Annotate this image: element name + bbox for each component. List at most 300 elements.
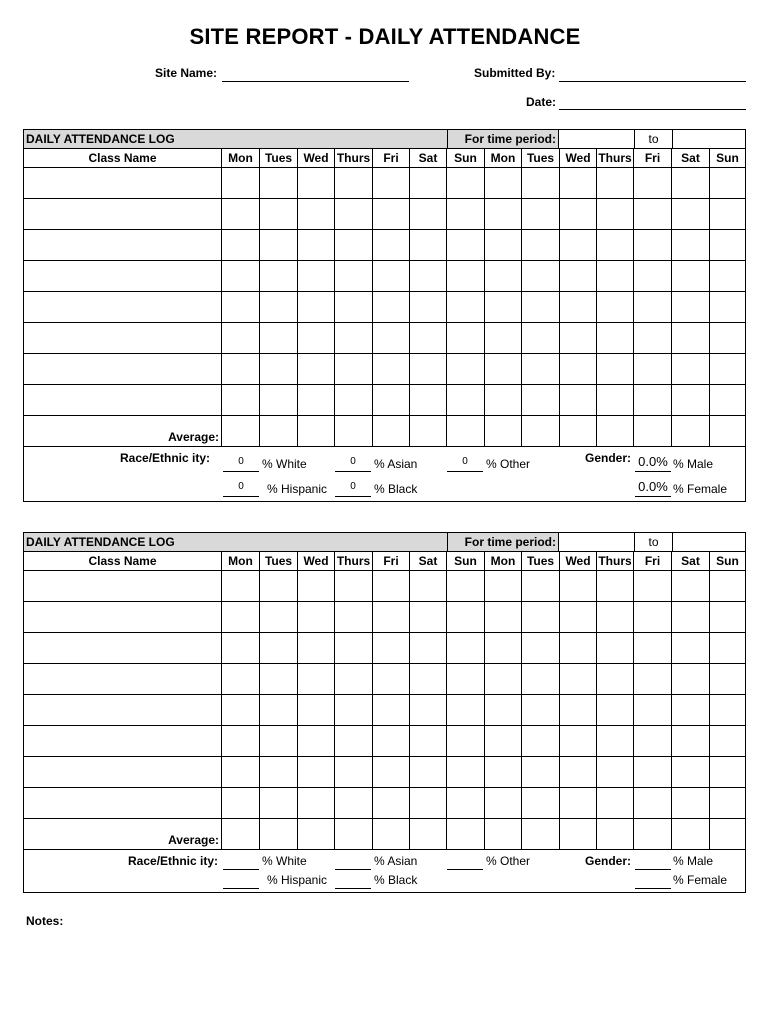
attendance-cell[interactable] (373, 168, 410, 199)
attendance-cell[interactable] (672, 199, 710, 230)
attendance-cell[interactable] (560, 757, 597, 788)
class-name-cell[interactable] (24, 354, 222, 385)
attendance-cell[interactable] (447, 168, 485, 199)
attendance-cell[interactable] (485, 757, 522, 788)
attendance-cell[interactable] (447, 261, 485, 292)
attendance-cell[interactable] (522, 168, 560, 199)
class-name-cell[interactable] (24, 726, 222, 757)
attendance-cell[interactable] (672, 323, 710, 354)
attendance-cell[interactable] (485, 199, 522, 230)
race-label: Race/Ethnic ity: (120, 451, 211, 465)
class-name-cell[interactable] (24, 695, 222, 726)
white-field[interactable] (223, 471, 259, 472)
attendance-cell[interactable] (447, 385, 485, 416)
attendance-cell[interactable] (560, 602, 597, 633)
attendance-cell[interactable] (560, 788, 597, 819)
average-cell[interactable] (560, 416, 597, 447)
attendance-cell[interactable] (597, 292, 634, 323)
attendance-cell[interactable] (560, 354, 597, 385)
period-end-field[interactable] (672, 130, 746, 149)
attendance-cell[interactable] (222, 230, 260, 261)
day-header: Thurs (335, 149, 373, 168)
attendance-cell[interactable] (410, 354, 447, 385)
attendance-cell[interactable] (485, 571, 522, 602)
attendance-cell[interactable] (260, 571, 298, 602)
attendance-cell[interactable] (597, 199, 634, 230)
attendance-cell[interactable] (672, 726, 710, 757)
attendance-cell[interactable] (672, 757, 710, 788)
class-name-cell[interactable] (24, 292, 222, 323)
attendance-cell[interactable] (634, 199, 672, 230)
period-end-field[interactable] (672, 533, 746, 552)
attendance-cell[interactable] (335, 323, 373, 354)
attendance-cell[interactable] (447, 726, 485, 757)
period-start-field[interactable] (558, 533, 634, 552)
attendance-cell[interactable] (522, 571, 560, 602)
attendance-cell[interactable] (298, 757, 335, 788)
attendance-cell[interactable] (335, 757, 373, 788)
attendance-cell[interactable] (597, 695, 634, 726)
attendance-cell[interactable] (522, 230, 560, 261)
attendance-cell[interactable] (298, 323, 335, 354)
black-field[interactable] (335, 496, 371, 497)
other-field[interactable] (447, 869, 483, 870)
male-field[interactable] (635, 471, 671, 472)
attendance-cell[interactable] (710, 664, 745, 695)
attendance-cell[interactable] (597, 571, 634, 602)
attendance-cell[interactable] (634, 602, 672, 633)
class-name-cell[interactable] (24, 385, 222, 416)
attendance-cell[interactable] (222, 261, 260, 292)
attendance-log-1 (23, 129, 746, 502)
attendance-cell[interactable] (260, 633, 298, 664)
class-name-cell[interactable] (24, 602, 222, 633)
average-cell[interactable] (222, 416, 260, 447)
attendance-cell[interactable] (260, 261, 298, 292)
attendance-cell[interactable] (597, 168, 634, 199)
class-name-cell[interactable] (24, 168, 222, 199)
attendance-cell[interactable] (560, 323, 597, 354)
attendance-cell[interactable] (373, 571, 410, 602)
attendance-cell[interactable] (222, 323, 260, 354)
day-header: Fri (373, 149, 410, 168)
attendance-cell[interactable] (597, 633, 634, 664)
submitted-by-field[interactable] (559, 81, 746, 82)
attendance-cell[interactable] (485, 354, 522, 385)
attendance-cell[interactable] (373, 199, 410, 230)
class-name-cell[interactable] (24, 571, 222, 602)
attendance-cell[interactable] (447, 633, 485, 664)
attendance-cell[interactable] (522, 633, 560, 664)
attendance-cell[interactable] (373, 695, 410, 726)
attendance-cell[interactable] (485, 230, 522, 261)
attendance-cell[interactable] (222, 385, 260, 416)
attendance-cell[interactable] (485, 168, 522, 199)
average-cell[interactable] (410, 819, 447, 850)
attendance-cell[interactable] (634, 571, 672, 602)
attendance-cell[interactable] (335, 788, 373, 819)
attendance-cell[interactable] (597, 757, 634, 788)
attendance-cell[interactable] (260, 323, 298, 354)
attendance-cell[interactable] (560, 199, 597, 230)
average-cell[interactable] (485, 819, 522, 850)
attendance-cell[interactable] (410, 261, 447, 292)
attendance-cell[interactable] (522, 199, 560, 230)
attendance-cell[interactable] (410, 168, 447, 199)
attendance-cell[interactable] (710, 788, 745, 819)
attendance-cell[interactable] (672, 354, 710, 385)
attendance-cell[interactable] (447, 199, 485, 230)
attendance-cell[interactable] (447, 757, 485, 788)
attendance-cell[interactable] (710, 757, 745, 788)
attendance-cell[interactable] (634, 385, 672, 416)
attendance-cell[interactable] (447, 695, 485, 726)
attendance-cell[interactable] (222, 726, 260, 757)
attendance-cell[interactable] (373, 788, 410, 819)
attendance-cell[interactable] (298, 230, 335, 261)
attendance-cell[interactable] (260, 292, 298, 323)
attendance-cell[interactable] (634, 757, 672, 788)
attendance-cell[interactable] (410, 292, 447, 323)
class-name-cell[interactable] (24, 757, 222, 788)
attendance-cell[interactable] (672, 633, 710, 664)
average-cell[interactable] (260, 819, 298, 850)
attendance-cell[interactable] (485, 695, 522, 726)
attendance-cell[interactable] (260, 695, 298, 726)
attendance-cell[interactable] (447, 323, 485, 354)
period-label: For time period: (447, 130, 558, 149)
attendance-cell[interactable] (298, 695, 335, 726)
attendance-cell[interactable] (260, 757, 298, 788)
attendance-cell[interactable] (222, 757, 260, 788)
attendance-cell[interactable] (298, 571, 335, 602)
date-field[interactable] (559, 109, 746, 110)
attendance-cell[interactable] (597, 664, 634, 695)
average-cell[interactable] (298, 819, 335, 850)
class-name-cell[interactable] (24, 633, 222, 664)
attendance-cell[interactable] (335, 168, 373, 199)
attendance-cell[interactable] (597, 726, 634, 757)
attendance-cell[interactable] (410, 788, 447, 819)
attendance-cell[interactable] (373, 726, 410, 757)
attendance-cell[interactable] (710, 602, 745, 633)
attendance-log-2 (23, 532, 746, 893)
average-cell[interactable] (222, 819, 260, 850)
average-cell[interactable] (373, 819, 410, 850)
white-field[interactable] (223, 869, 259, 870)
attendance-cell[interactable] (222, 633, 260, 664)
attendance-cell[interactable] (634, 726, 672, 757)
attendance-cell[interactable] (298, 664, 335, 695)
attendance-cell[interactable] (335, 199, 373, 230)
attendance-cell[interactable] (410, 199, 447, 230)
attendance-cell[interactable] (373, 602, 410, 633)
attendance-cell[interactable] (522, 261, 560, 292)
attendance-cell[interactable] (447, 664, 485, 695)
attendance-cell[interactable] (410, 385, 447, 416)
attendance-cell[interactable] (485, 664, 522, 695)
average-cell[interactable] (522, 819, 560, 850)
attendance-cell[interactable] (410, 230, 447, 261)
attendance-cell[interactable] (373, 292, 410, 323)
attendance-cell[interactable] (522, 323, 560, 354)
attendance-cell[interactable] (222, 602, 260, 633)
attendance-cell[interactable] (560, 168, 597, 199)
attendance-cell[interactable] (298, 199, 335, 230)
attendance-cell[interactable] (710, 323, 745, 354)
class-name-cell[interactable] (24, 199, 222, 230)
attendance-cell[interactable] (485, 633, 522, 664)
attendance-cell[interactable] (634, 664, 672, 695)
pct-asian-label: % Asian (374, 854, 418, 868)
attendance-cell[interactable] (222, 354, 260, 385)
attendance-cell[interactable] (410, 323, 447, 354)
attendance-cell[interactable] (560, 695, 597, 726)
period-to-label: to (634, 533, 672, 552)
attendance-cell[interactable] (260, 168, 298, 199)
average-cell[interactable] (447, 416, 485, 447)
attendance-cell[interactable] (634, 230, 672, 261)
attendance-cell[interactable] (222, 571, 260, 602)
attendance-cell[interactable] (597, 230, 634, 261)
attendance-cell[interactable] (672, 292, 710, 323)
attendance-cell[interactable] (560, 571, 597, 602)
attendance-cell[interactable] (260, 664, 298, 695)
attendance-cell[interactable] (222, 168, 260, 199)
attendance-cell[interactable] (597, 788, 634, 819)
attendance-cell[interactable] (298, 726, 335, 757)
period-start-field[interactable] (558, 130, 634, 149)
attendance-cell[interactable] (298, 292, 335, 323)
attendance-cell[interactable] (485, 726, 522, 757)
attendance-cell[interactable] (373, 757, 410, 788)
average-cell[interactable] (298, 416, 335, 447)
attendance-cell[interactable] (522, 602, 560, 633)
class-name-cell[interactable] (24, 230, 222, 261)
class-name-cell[interactable] (24, 664, 222, 695)
attendance-cell[interactable] (710, 571, 745, 602)
attendance-cell[interactable] (560, 664, 597, 695)
average-cell[interactable] (597, 416, 634, 447)
class-name-cell[interactable] (24, 788, 222, 819)
attendance-cell[interactable] (447, 788, 485, 819)
attendance-cell[interactable] (560, 292, 597, 323)
attendance-cell[interactable] (710, 385, 745, 416)
attendance-cell[interactable] (634, 292, 672, 323)
attendance-cell[interactable] (634, 695, 672, 726)
average-cell[interactable] (260, 416, 298, 447)
class-name-cell[interactable] (24, 261, 222, 292)
attendance-cell[interactable] (260, 602, 298, 633)
attendance-cell[interactable] (298, 788, 335, 819)
day-header: Wed (560, 149, 597, 168)
attendance-cell[interactable] (634, 788, 672, 819)
attendance-cell[interactable] (672, 261, 710, 292)
attendance-cell[interactable] (522, 788, 560, 819)
average-cell[interactable] (410, 416, 447, 447)
other-field[interactable] (447, 471, 483, 472)
attendance-cell[interactable] (373, 230, 410, 261)
attendance-cell[interactable] (222, 664, 260, 695)
attendance-cell[interactable] (410, 633, 447, 664)
attendance-cell[interactable] (335, 602, 373, 633)
average-cell[interactable] (672, 819, 710, 850)
attendance-cell[interactable] (672, 230, 710, 261)
attendance-cell[interactable] (522, 354, 560, 385)
attendance-cell[interactable] (672, 664, 710, 695)
attendance-cell[interactable] (335, 695, 373, 726)
attendance-cell[interactable] (710, 168, 745, 199)
attendance-cell[interactable] (222, 199, 260, 230)
female-field[interactable] (635, 496, 671, 497)
attendance-cell[interactable] (298, 633, 335, 664)
attendance-cell[interactable] (710, 633, 745, 664)
attendance-cell[interactable] (597, 602, 634, 633)
attendance-cell[interactable] (634, 261, 672, 292)
average-cell[interactable] (634, 819, 672, 850)
attendance-cell[interactable] (597, 323, 634, 354)
attendance-cell[interactable] (597, 385, 634, 416)
attendance-cell[interactable] (373, 385, 410, 416)
attendance-cell[interactable] (260, 199, 298, 230)
average-cell[interactable] (335, 819, 373, 850)
attendance-cell[interactable] (560, 385, 597, 416)
hispanic-field[interactable] (223, 888, 259, 889)
attendance-cell[interactable] (335, 292, 373, 323)
attendance-cell[interactable] (335, 633, 373, 664)
attendance-cell[interactable] (672, 602, 710, 633)
attendance-cell[interactable] (485, 602, 522, 633)
attendance-cell[interactable] (710, 695, 745, 726)
female-field[interactable] (635, 888, 671, 889)
attendance-cell[interactable] (335, 726, 373, 757)
day-header: Tues (522, 149, 560, 168)
attendance-cell[interactable] (560, 726, 597, 757)
attendance-cell[interactable] (672, 695, 710, 726)
attendance-cell[interactable] (672, 571, 710, 602)
attendance-cell[interactable] (485, 788, 522, 819)
attendance-cell[interactable] (710, 230, 745, 261)
attendance-cell[interactable] (260, 230, 298, 261)
attendance-cell[interactable] (410, 757, 447, 788)
attendance-cell[interactable] (410, 602, 447, 633)
average-cell[interactable] (560, 819, 597, 850)
attendance-cell[interactable] (485, 261, 522, 292)
attendance-cell[interactable] (447, 230, 485, 261)
attendance-cell[interactable] (335, 571, 373, 602)
average-cell[interactable] (634, 416, 672, 447)
attendance-cell[interactable] (260, 788, 298, 819)
attendance-cell[interactable] (597, 261, 634, 292)
attendance-cell[interactable] (298, 602, 335, 633)
attendance-cell[interactable] (222, 695, 260, 726)
average-cell[interactable] (447, 819, 485, 850)
attendance-cell[interactable] (447, 571, 485, 602)
attendance-cell[interactable] (597, 354, 634, 385)
average-cell[interactable] (672, 416, 710, 447)
attendance-cell[interactable] (373, 261, 410, 292)
attendance-cell[interactable] (522, 695, 560, 726)
attendance-cell[interactable] (373, 354, 410, 385)
average-cell[interactable] (597, 819, 634, 850)
attendance-cell[interactable] (522, 292, 560, 323)
attendance-cell[interactable] (634, 323, 672, 354)
attendance-cell[interactable] (447, 602, 485, 633)
attendance-cell[interactable] (710, 292, 745, 323)
attendance-cell[interactable] (222, 292, 260, 323)
day-header: Mon (485, 149, 522, 168)
male-field[interactable] (635, 869, 671, 870)
asian-field[interactable] (335, 471, 371, 472)
attendance-cell[interactable] (560, 230, 597, 261)
attendance-cell[interactable] (260, 385, 298, 416)
attendance-cell[interactable] (710, 354, 745, 385)
attendance-cell[interactable] (522, 757, 560, 788)
attendance-cell[interactable] (335, 354, 373, 385)
attendance-cell[interactable] (672, 788, 710, 819)
attendance-cell[interactable] (710, 199, 745, 230)
attendance-cell[interactable] (560, 261, 597, 292)
hispanic-field[interactable] (223, 496, 259, 497)
attendance-cell[interactable] (298, 354, 335, 385)
attendance-cell[interactable] (522, 726, 560, 757)
class-name-cell[interactable] (24, 323, 222, 354)
attendance-cell[interactable] (710, 261, 745, 292)
average-cell[interactable] (710, 819, 745, 850)
attendance-cell[interactable] (373, 633, 410, 664)
attendance-cell[interactable] (672, 168, 710, 199)
attendance-cell[interactable] (222, 788, 260, 819)
attendance-cell[interactable] (634, 354, 672, 385)
site-name-field[interactable] (222, 81, 409, 82)
attendance-cell[interactable] (410, 726, 447, 757)
attendance-cell[interactable] (260, 354, 298, 385)
attendance-cell[interactable] (373, 323, 410, 354)
attendance-cell[interactable] (560, 633, 597, 664)
attendance-cell[interactable] (298, 261, 335, 292)
attendance-cell[interactable] (298, 168, 335, 199)
asian-field[interactable] (335, 869, 371, 870)
attendance-cell[interactable] (298, 385, 335, 416)
attendance-cell[interactable] (522, 385, 560, 416)
average-cell[interactable] (485, 416, 522, 447)
black-field[interactable] (335, 888, 371, 889)
attendance-cell[interactable] (410, 664, 447, 695)
attendance-cell[interactable] (485, 292, 522, 323)
attendance-cell[interactable] (485, 323, 522, 354)
attendance-cell[interactable] (335, 385, 373, 416)
attendance-cell[interactable] (634, 633, 672, 664)
attendance-cell[interactable] (522, 664, 560, 695)
average-cell[interactable] (710, 416, 745, 447)
attendance-cell[interactable] (373, 664, 410, 695)
average-cell[interactable] (335, 416, 373, 447)
attendance-cell[interactable] (485, 385, 522, 416)
attendance-cell[interactable] (335, 261, 373, 292)
attendance-cell[interactable] (410, 695, 447, 726)
average-cell[interactable] (522, 416, 560, 447)
average-cell[interactable] (373, 416, 410, 447)
attendance-cell[interactable] (335, 230, 373, 261)
attendance-cell[interactable] (672, 385, 710, 416)
attendance-cell[interactable] (710, 726, 745, 757)
attendance-cell[interactable] (260, 726, 298, 757)
attendance-cell[interactable] (410, 571, 447, 602)
attendance-cell[interactable] (447, 292, 485, 323)
attendance-cell[interactable] (447, 354, 485, 385)
attendance-cell[interactable] (335, 664, 373, 695)
attendance-cell[interactable] (634, 168, 672, 199)
